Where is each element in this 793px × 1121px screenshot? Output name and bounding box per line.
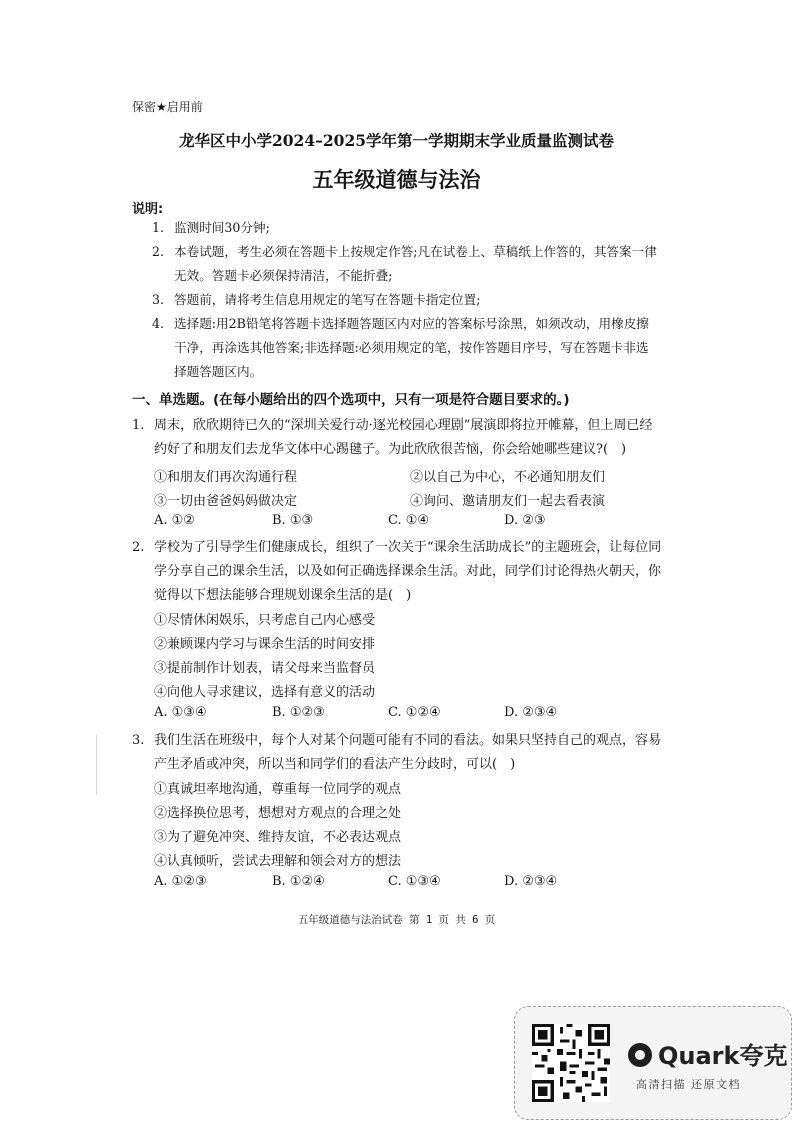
option-item: ①真诚坦率地沟通，尊重每一位同学的观点	[154, 782, 402, 797]
exam-title: 龙华区中小学2024–2025学年第一学期期末学业质量监测试卷	[178, 131, 615, 150]
note-text: 选择题:用2B铅笔将答题卡选择题答题区内对应的答案标号涂黑，如须改动，用橡皮擦干净，再涂选其他答案;非选择题:必须用规定的笔，按作答题目序号，写在答题卡非选择题答题区内。	[174, 316, 649, 379]
choice-a: A. ①②③	[154, 874, 207, 889]
option-item: ①尽情休闲娱乐，只考虑自己内心感受	[154, 613, 376, 628]
note-item	[152, 312, 662, 384]
choice-d: D. ②③④	[504, 705, 558, 720]
note-number: 1.	[152, 220, 165, 235]
option-item: ②兼顾课内学习与课余生活的时间安排	[154, 637, 376, 652]
question-stem: 周末，欣欣期待已久的“深圳关爱行动·逐光校园心理剧”展演即将拉开帷幕，但上周已经约好了和朋友们去龙华文体中心踢毽子。为此欣欣很苦恼，你会给她哪些建议?( )	[154, 418, 653, 457]
option-item: ④向他人寻求建议，选择有意义的活动	[154, 685, 376, 700]
question-stem: 我们生活在班级中，每个人对某个问题可能有不同的看法。如果只坚持自己的观点，容易产生矛盾或冲突，所以当和同学们的看法产生分歧时，可以( )	[154, 733, 662, 772]
brand-slogan: 高清扫描 还原文档	[636, 1078, 741, 1091]
note-number: 3.	[152, 292, 165, 307]
option-item: ②选择换位思考，想想对方观点的合理之处	[154, 806, 402, 821]
choice-c: C. ①③④	[388, 874, 441, 889]
page-footer: 五年级道德与法治试卷 第 1 页 共 6 页	[297, 914, 496, 926]
choice-b: B. ①②④	[272, 874, 325, 889]
quark-logo-icon	[628, 1043, 652, 1067]
question-number: 3.	[132, 733, 145, 748]
option-item: ③为了避免冲突、维持友谊，不必表达观点	[154, 830, 402, 845]
note-item	[152, 240, 662, 288]
brand-name: Quark夸克	[658, 1042, 788, 1070]
subject-title: 五年级道德与法治	[312, 167, 481, 192]
notes-heading: 说明:	[132, 202, 164, 217]
question-number: 1.	[132, 418, 145, 433]
note-text: 本卷试题，考生必须在答题卡上按规定作答;凡在试卷上、草稿纸上作答的，其答案一律无效。答题卡必须保持清洁，不能折叠;	[174, 244, 657, 283]
choice-c: C. ①②④	[388, 705, 441, 720]
quark-brand	[628, 1036, 787, 1071]
question-3	[132, 729, 664, 777]
question-2	[132, 536, 664, 608]
option-item: ①和朋友们再次沟通行程	[154, 470, 298, 485]
confidential-label: 保密★启用前	[132, 100, 203, 114]
option-item: ④认真倾听，尝试去理解和领会对方的想法	[154, 854, 402, 869]
note-number: 2.	[152, 244, 165, 259]
choice-d: D. ②③④	[504, 874, 558, 889]
note-number: 4.	[152, 316, 165, 331]
choice-d: D. ②③	[504, 513, 546, 528]
choice-b: B. ①③	[272, 513, 314, 528]
question-1	[132, 414, 664, 462]
option-item: ④询问、邀请朋友们一起去看表演	[410, 494, 606, 509]
option-item: ③一切由爸爸妈妈做决定	[154, 494, 298, 509]
option-item: ③提前制作计划表，请父母来当监督员	[154, 661, 376, 676]
question-number: 2.	[132, 540, 145, 555]
scan-artifact	[96, 735, 97, 795]
choice-a: A. ①③④	[154, 705, 207, 720]
question-stem: 学校为了引导学生们健康成长，组织了一次关于“课余生活助成长”的主题班会，让每位同学分享自己的课余生活，以及如何正确选择课余生活。对此，同学们讨论得热火朝天，你觉得以下想法能够合理规划课余生活的是( )	[154, 540, 662, 603]
note-text: 答题前，请将考生信息用规定的笔写在答题卡指定位置;	[174, 292, 481, 307]
note-item	[152, 288, 662, 312]
choice-b: B. ①②③	[272, 705, 325, 720]
note-item	[152, 216, 662, 240]
section-heading: 一、单选题。(在每小题给出的四个选项中，只有一项是符合题目要求的。)	[132, 392, 570, 408]
option-item: ②以自己为中心，不必通知朋友们	[410, 470, 606, 485]
choice-a: A. ①②	[154, 513, 195, 528]
note-text: 监测时间30分钟;	[174, 220, 270, 235]
qr-code-icon	[532, 1024, 610, 1102]
choice-c: C. ①④	[388, 513, 430, 528]
